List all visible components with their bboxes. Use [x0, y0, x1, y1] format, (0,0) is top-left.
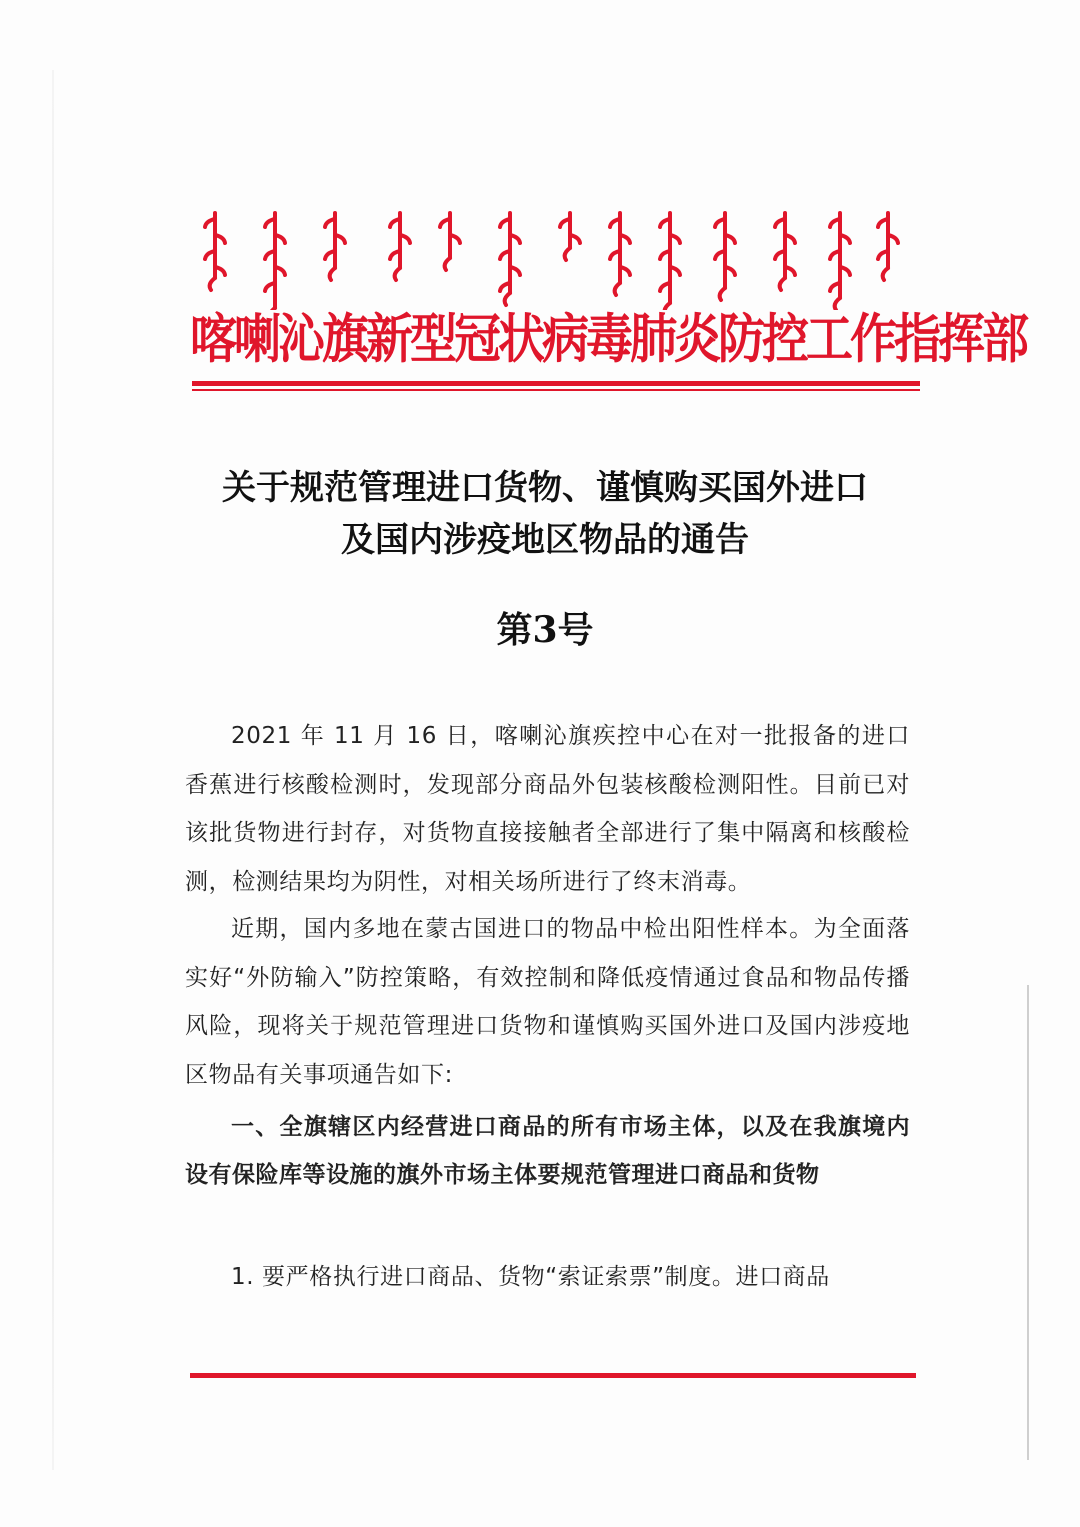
list-item-1 [185, 1253, 910, 1302]
heading-text: 一、全旗辖区内经营进口商品的所有市场主体，以及在我旗境内设有保险库等设施的旗外市场主体要规范管理进口商品和货物 [185, 1114, 910, 1188]
scan-edge-right [1027, 985, 1029, 1460]
mongolian-word-tail [445, 258, 450, 270]
body-paragraph-2 [185, 905, 910, 1099]
mongolian-word-tail [210, 278, 215, 290]
letterhead-rule-thick [192, 381, 920, 386]
mongolian-word-tail [330, 268, 335, 280]
mongolian-word-tail [780, 278, 785, 290]
letterhead-rule-thin [192, 389, 920, 391]
mongolian-word-tail [395, 268, 400, 280]
letterhead-org-name: 喀喇沁旗新型冠状病毒肺炎防控工作指挥部 [190, 308, 1026, 371]
footer-rule [190, 1373, 916, 1378]
notice-number: 第3号 [496, 609, 594, 651]
list-item-text: 1. 要严格执行进口商品、货物“索证索票”制度。进口商品 [231, 1264, 830, 1290]
body-paragraph-1 [185, 712, 910, 906]
notice-title [150, 462, 940, 566]
mongolian-word-tail [615, 283, 620, 295]
mongolian-script-graphic [200, 205, 900, 310]
mongolian-word-tail [883, 268, 888, 280]
notice-title-line2: 及国内涉疫地区物品的通告 [341, 520, 749, 560]
paragraph-text: 近期，国内多地在蒙古国进口的物品中检出阳性样本。为全面落实好“外防输入”防控策略，有效控制和降低疫情通过食品和物品传播风险，现将关于规范管理进口货物和谨慎购买国外进口及国内涉疫地区物品有关事项通告如下: [185, 916, 910, 1088]
mongolian-word-tail [565, 248, 570, 260]
mongolian-word-tail [720, 288, 725, 300]
notice-title-line1: 关于规范管理进口货物、谨慎购买国外进口 [222, 468, 868, 508]
section-heading-1 [185, 1103, 910, 1199]
scan-edge-left [52, 70, 54, 1470]
paragraph-text: 2021 年 11 月 16 日，喀喇沁旗疾控中心在对一批报备的进口香蕉进行核酸检测时，发现部分商品外包装核酸检测阳性。目前已对该批货物进行封存，对货物直接接触者全部进行了集中隔离和核酸检测，检测结果均为阴性，对相关场所进行了终末消毒。 [185, 723, 910, 895]
mongolian-org-name [200, 205, 900, 310]
